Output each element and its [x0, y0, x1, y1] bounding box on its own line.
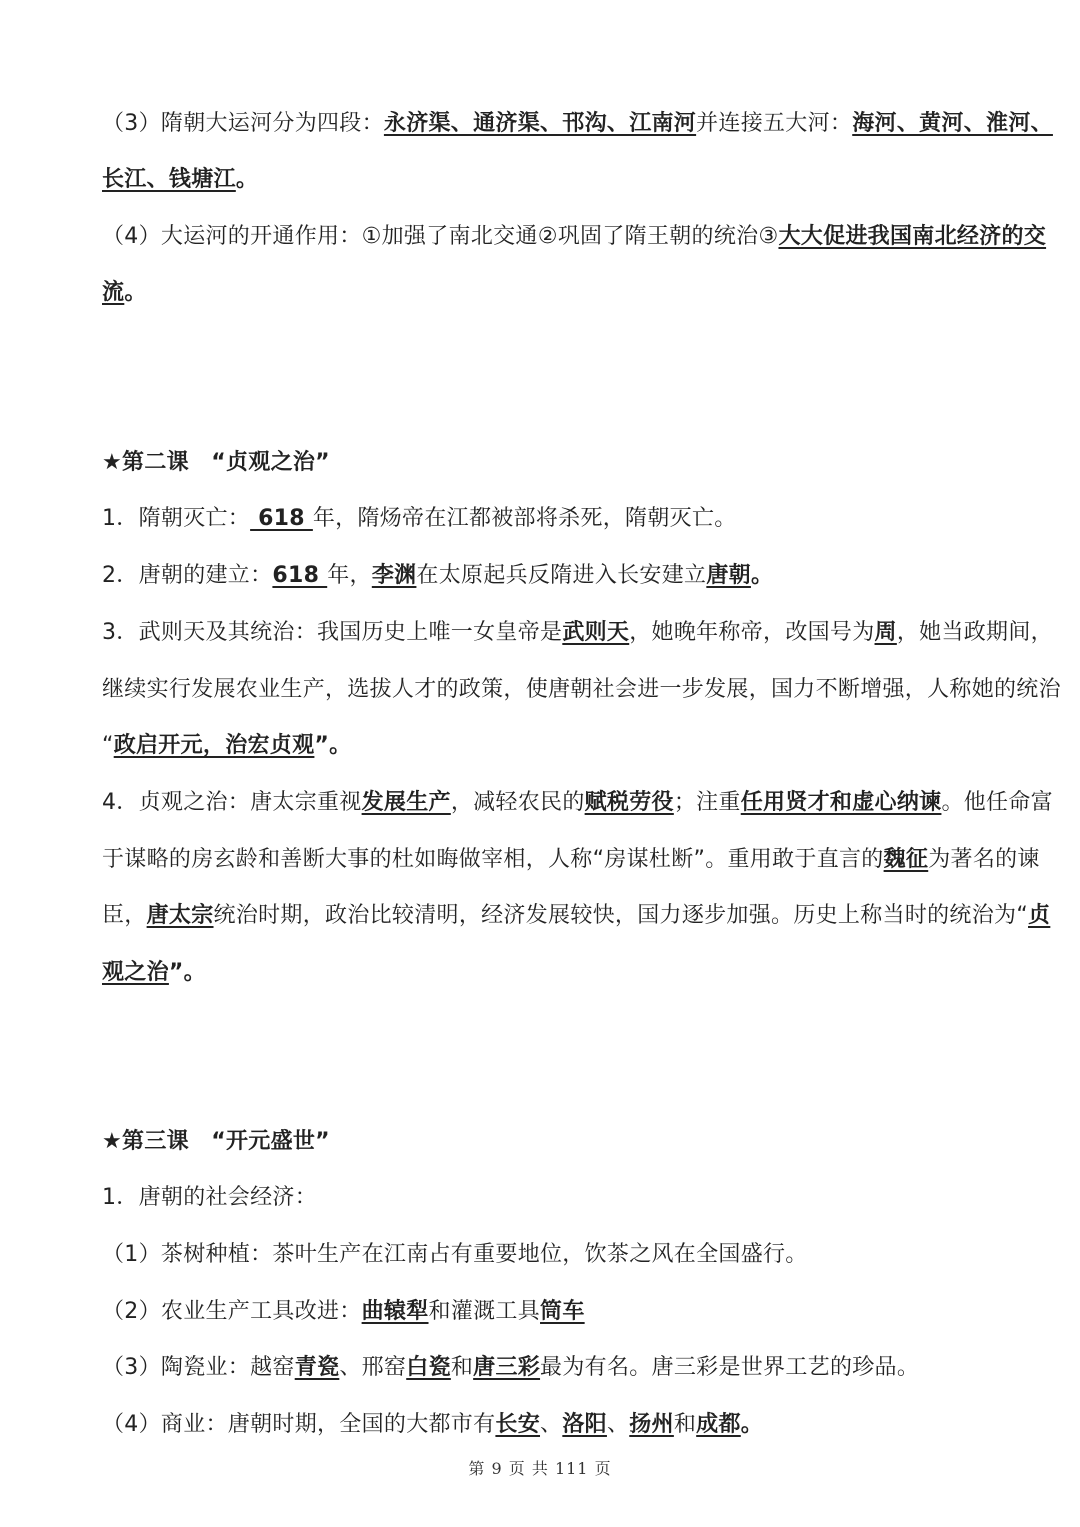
text: “ — [102, 733, 114, 758]
text: 最为有名。唐三彩是世界工艺的珍品。 — [540, 1355, 920, 1380]
canal-sections-line2 — [102, 164, 1032, 196]
text: 。 — [750, 563, 774, 588]
lesson3-heading: ★第三课 “开元盛世” — [102, 1129, 330, 1154]
text: 。他任命富 — [941, 790, 1053, 815]
lesson3-p1: （1）茶树种植：茶叶生产在江南占有重要地位，饮茶之风在全国盛行。 — [102, 1242, 808, 1267]
text: 在太原起兵反隋进入长安建立 — [416, 563, 707, 588]
text: ，她晚年称帝，改国号为 — [629, 620, 875, 645]
text: 和 — [450, 1355, 474, 1380]
keyword: 发展生产 — [361, 790, 451, 815]
lesson2-item4-line3 — [102, 900, 1051, 932]
text: 统治时期，政治比较清明，经济发展较快，国力逐步加强。历史上称当时的统治为“ — [213, 903, 1029, 928]
text: 4．贞观之治：唐太宗重视 — [102, 790, 362, 815]
keyword: 青瓷 — [294, 1355, 340, 1380]
keyword: 洛阳 — [562, 1412, 607, 1437]
keyword: 唐朝 — [706, 563, 751, 588]
keyword: 赋税劳役 — [584, 790, 674, 815]
lesson2-item4-line1 — [102, 787, 1053, 819]
text: （4）大运河的开通作用：①加强了南北交通②巩固了隋王朝的统治③ — [102, 224, 779, 249]
keyword: 618 — [272, 563, 328, 588]
text: ；注重 — [673, 790, 741, 815]
text: （4）商业：唐朝时期，全国的大都市有 — [102, 1412, 496, 1437]
canal-role-line1 — [102, 221, 1047, 253]
text: 和 — [673, 1412, 697, 1437]
keyword: 白瓷 — [406, 1355, 451, 1380]
lesson2-item3-line2 — [102, 674, 1061, 706]
text: 。 — [235, 167, 259, 192]
text: 1．隋朝灭亡： — [102, 506, 251, 531]
lesson2-item3-line3 — [102, 730, 1032, 762]
text: 。 — [124, 280, 147, 305]
text: 3．武则天及其统治：我国历史上唯一女皇帝是 — [102, 620, 563, 645]
text: （2）农业生产工具改进： — [102, 1299, 362, 1324]
keyword: 流 — [102, 280, 125, 305]
keyword: 政启开元，治宏贞观 — [113, 733, 315, 758]
lesson3-p3 — [102, 1352, 1032, 1384]
page-footer: 第 9 页 共 111 页 — [468, 1459, 612, 1478]
lesson2-item2 — [102, 560, 1032, 592]
keyword: 筒车 — [540, 1299, 585, 1324]
text: 、 — [606, 1412, 630, 1437]
text: ”。 — [168, 960, 206, 985]
lesson3-p2 — [102, 1296, 1032, 1328]
text: 臣， — [102, 903, 147, 928]
lesson2-heading: ★第二课 “贞观之治” — [102, 450, 330, 475]
keyword: 武则天 — [562, 620, 630, 645]
text: （3）陶瓷业：越窑 — [102, 1355, 295, 1380]
keyword: 扬州 — [629, 1412, 674, 1437]
keyword: 永济渠、通济渠、邗沟、江南河 — [383, 111, 697, 136]
keyword: 任用贤才和虚心纳谏 — [740, 790, 942, 815]
text: 于谋略的房玄龄和善断大事的杜如晦做宰相，人称“房谋杜断”。重用敢于直言的 — [102, 847, 884, 872]
lesson3-p4 — [102, 1409, 1032, 1441]
text: ”。 — [314, 733, 352, 758]
text: 2．唐朝的建立： — [102, 563, 273, 588]
text: （3）隋朝大运河分为四段： — [102, 111, 384, 136]
text: 继续实行发展农业生产，选拔人才的政策，使唐朝社会进一步发展，国力不断增强，人称她的统治 — [102, 677, 1061, 702]
canal-role-line2 — [102, 277, 1032, 309]
keyword: 618 — [250, 506, 313, 531]
text: 并连接五大河： — [696, 111, 853, 136]
lesson2-item4-line2 — [102, 844, 1040, 876]
lesson2-item4-line4 — [102, 957, 1032, 989]
keyword: 贞 — [1028, 903, 1051, 928]
keyword: 大大促进我国南北经济的交 — [778, 224, 1047, 249]
text: ，她当政期间， — [896, 620, 1053, 645]
text: 为著名的谏 — [928, 847, 1040, 872]
lesson3-item1: 1．唐朝的社会经济： — [102, 1185, 317, 1210]
keyword: 唐三彩 — [473, 1355, 541, 1380]
keyword: 长江、钱塘江 — [102, 167, 236, 192]
keyword: 唐太宗 — [146, 903, 214, 928]
canal-sections-line1 — [102, 108, 1053, 140]
text: 和灌溉工具 — [428, 1299, 541, 1324]
keyword: 海河、黄河、淮河、 — [852, 111, 1053, 136]
text: 年，隋炀帝在江都被部将杀死，隋朝灭亡。 — [312, 506, 737, 531]
keyword: 观之治 — [102, 960, 169, 985]
text: ，减轻农民的 — [450, 790, 585, 815]
text: 年， — [327, 563, 372, 588]
keyword: 魏征 — [883, 847, 929, 872]
keyword: 成都 — [696, 1412, 741, 1437]
keyword: 曲辕犁 — [361, 1299, 429, 1324]
text: 。 — [740, 1412, 764, 1437]
keyword: 周 — [874, 620, 897, 645]
keyword: 长安 — [495, 1412, 541, 1437]
lesson2-item1 — [102, 503, 1032, 535]
lesson2-item3-line1 — [102, 617, 1053, 649]
text: 、 — [540, 1412, 563, 1437]
text: 、邢窑 — [339, 1355, 407, 1380]
keyword: 李渊 — [371, 563, 417, 588]
